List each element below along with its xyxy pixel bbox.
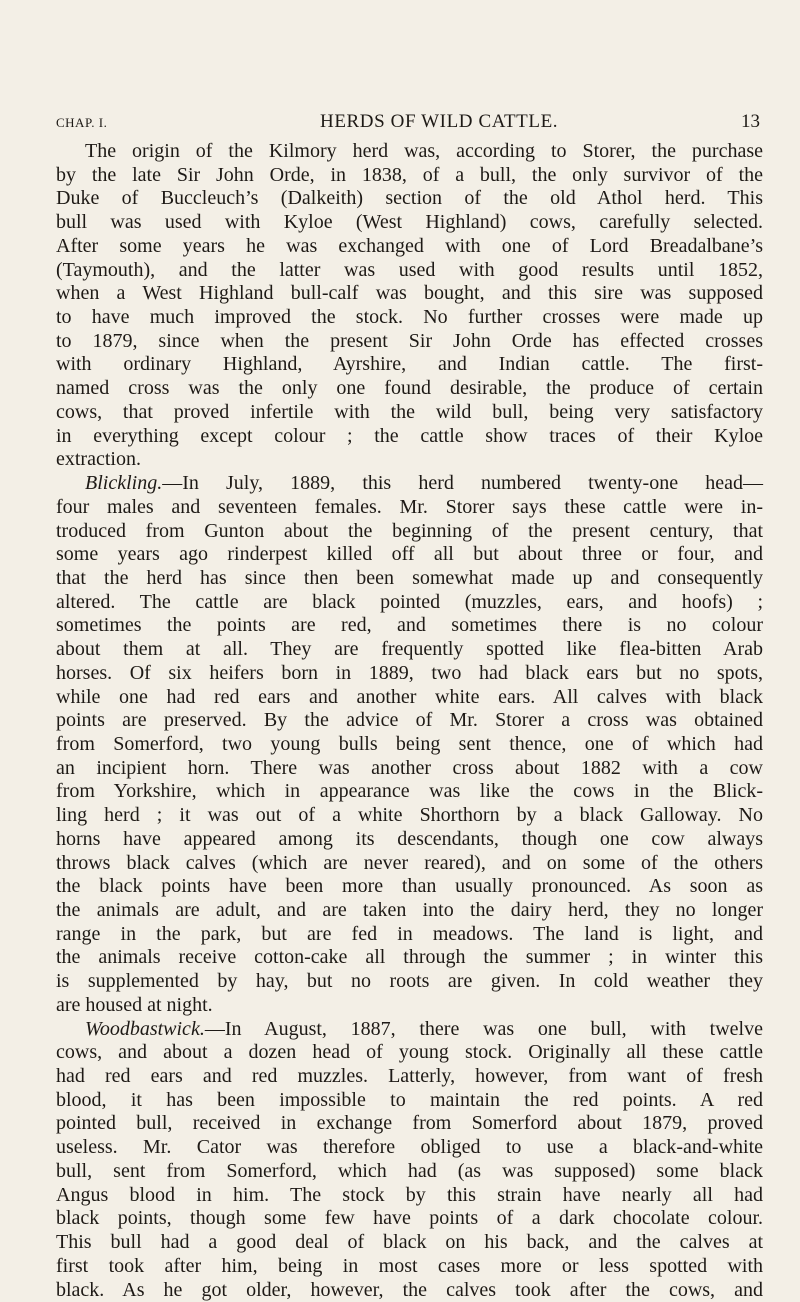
text-line xyxy=(56,496,763,520)
line-text: altered. The cattle are black pointed (muzzles, ears, and hoofs) ; xyxy=(56,591,763,613)
text-line xyxy=(56,1279,763,1302)
line-text: range in the park, but are fed in meadows. The land is light, and xyxy=(56,923,763,945)
running-head xyxy=(56,111,760,135)
line-text: cows, and about a dozen head of young stock. Originally all these cattle xyxy=(56,1041,763,1063)
line-text: —In August, 1887, there was one bull, with twelve xyxy=(205,1018,763,1040)
text-line xyxy=(56,1112,763,1136)
text-line xyxy=(56,1160,763,1184)
line-text: to have much improved the stock. No further crosses were made up xyxy=(56,306,763,328)
line-text: when a West Highland bull-calf was bought, and this sire was supposed xyxy=(56,282,763,304)
line-text: while one had red ears and another white ears. All calves with black xyxy=(56,686,763,708)
text-line xyxy=(56,235,763,259)
line-text: useless. Mr. Cator was therefore obliged to use a black-and-white xyxy=(56,1136,763,1158)
text-line xyxy=(56,401,763,425)
line-text: blood, it has been impossible to maintain the red points. A red xyxy=(56,1089,763,1111)
line-text: about them at all. They are frequently spotted like flea-bitten Arab xyxy=(56,638,763,660)
text-line xyxy=(56,1255,763,1279)
text-line xyxy=(56,614,763,638)
line-text: points are preserved. By the advice of Mr. Storer a cross was obtained xyxy=(56,709,763,731)
text-line xyxy=(56,543,763,567)
text-line xyxy=(56,828,763,852)
line-text: extraction. xyxy=(56,448,141,470)
line-text: —In July, 1889, this herd numbered twenty-one head— xyxy=(162,472,763,494)
line-text: black points, though some few have points of a dark chocolate colour. xyxy=(56,1207,763,1229)
text-line xyxy=(56,1065,763,1089)
section-heading: Woodbastwick. xyxy=(85,1018,205,1040)
line-text: The origin of the Kilmory herd was, according to Storer, the purchase xyxy=(85,140,763,162)
text-line xyxy=(56,1136,763,1160)
page-number: 13 xyxy=(741,111,760,133)
line-text: horns have appeared among its descendants, though one cow always xyxy=(56,828,763,850)
text-line xyxy=(56,1231,763,1255)
line-text: four males and seventeen females. Mr. Storer says these cattle were in- xyxy=(56,496,763,518)
text-line xyxy=(56,282,763,306)
text-line xyxy=(56,686,763,710)
text-line xyxy=(56,164,763,188)
line-text: throws black calves (which are never reared), and on some of the others xyxy=(56,852,763,874)
line-text: from Somerford, two young bulls being sent thence, one of which had xyxy=(56,733,763,755)
line-text: the animals are adult, and are taken into the dairy herd, they no longer xyxy=(56,899,763,921)
line-text: troduced from Gunton about the beginning of the present century, that xyxy=(56,520,763,542)
line-text: (Taymouth), and the latter was used with good results until 1852, xyxy=(56,259,763,281)
line-text: by the late Sir John Orde, in 1838, of a bull, the only survivor of the xyxy=(56,164,763,186)
line-text: bull was used with Kyloe (West Highland) cows, carefully selected. xyxy=(56,211,763,233)
body-text xyxy=(56,140,763,1302)
text-line xyxy=(56,330,763,354)
text-line xyxy=(56,591,763,615)
text-line xyxy=(56,970,763,994)
text-line xyxy=(56,425,763,449)
line-text: named cross was the only one found desirable, the produce of certain xyxy=(56,377,763,399)
chapter-label: CHAP. I. xyxy=(56,115,107,131)
line-text: that the herd has since then been somewhat made up and consequently xyxy=(56,567,763,589)
running-title: HERDS OF WILD CATTLE. xyxy=(320,111,558,133)
text-line xyxy=(56,804,763,828)
text-line xyxy=(56,662,763,686)
text-line xyxy=(56,448,763,472)
text-line xyxy=(56,1089,763,1113)
line-text: some years ago rinderpest killed off all but about three or four, and xyxy=(56,543,763,565)
text-line xyxy=(56,709,763,733)
text-line xyxy=(56,638,763,662)
line-text: is supplemented by hay, but no roots are given. In cold weather they xyxy=(56,970,763,992)
line-text: Angus blood in him. The stock by this strain have nearly all had xyxy=(56,1184,763,1206)
text-line xyxy=(56,852,763,876)
line-text: had red ears and red muzzles. Latterly, however, from want of fresh xyxy=(56,1065,763,1087)
line-text: to 1879, since when the present Sir John Orde has effected crosses xyxy=(56,330,763,352)
text-line xyxy=(56,1207,763,1231)
line-text: Duke of Buccleuch’s (Dalkeith) section of the old Athol herd. This xyxy=(56,187,763,209)
text-line xyxy=(56,140,763,164)
line-text: sometimes the points are red, and sometimes there is no colour xyxy=(56,614,763,636)
line-text: are housed at night. xyxy=(56,994,213,1016)
text-line xyxy=(56,875,763,899)
line-text: with ordinary Highland, Ayrshire, and Indian cattle. The first- xyxy=(56,353,763,375)
line-text: After some years he was exchanged with one of Lord Breadalbane’s xyxy=(56,235,763,257)
line-text: bull, sent from Somerford, which had (as was supposed) some black xyxy=(56,1160,763,1182)
text-line xyxy=(56,211,763,235)
line-text: first took after him, being in most cases more or less spotted with xyxy=(56,1255,763,1277)
text-line xyxy=(56,353,763,377)
text-line xyxy=(56,780,763,804)
text-line xyxy=(56,472,763,496)
line-text: the animals receive cotton-cake all through the summer ; in winter this xyxy=(56,946,763,968)
line-text: ling herd ; it was out of a white Shorthorn by a black Galloway. No xyxy=(56,804,763,826)
line-text: an incipient horn. There was another cross about 1882 with a cow xyxy=(56,757,763,779)
line-text: in everything except colour ; the cattle show traces of their Kyloe xyxy=(56,425,763,447)
line-text: cows, that proved infertile with the wild bull, being very satisfactory xyxy=(56,401,763,423)
text-line xyxy=(56,923,763,947)
text-line xyxy=(56,899,763,923)
line-text: from Yorkshire, which in appearance was like the cows in the Blick- xyxy=(56,780,763,802)
text-line xyxy=(56,520,763,544)
line-text: the black points have been more than usually pronounced. As soon as xyxy=(56,875,763,897)
text-line xyxy=(56,946,763,970)
text-line xyxy=(56,1184,763,1208)
section-heading: Blickling. xyxy=(85,472,162,494)
line-text: horses. Of six heifers born in 1889, two had black ears but no spots, xyxy=(56,662,763,684)
text-line xyxy=(56,757,763,781)
text-line xyxy=(56,567,763,591)
line-text: black. As he got older, however, the calves took after the cows, and xyxy=(56,1279,763,1301)
text-line xyxy=(56,187,763,211)
text-line xyxy=(56,1018,763,1042)
text-line xyxy=(56,377,763,401)
text-line xyxy=(56,1041,763,1065)
text-line xyxy=(56,994,763,1018)
text-line xyxy=(56,306,763,330)
text-line xyxy=(56,259,763,283)
line-text: This bull had a good deal of black on his back, and the calves at xyxy=(56,1231,763,1253)
text-line xyxy=(56,733,763,757)
line-text: pointed bull, received in exchange from Somerford about 1879, proved xyxy=(56,1112,763,1134)
